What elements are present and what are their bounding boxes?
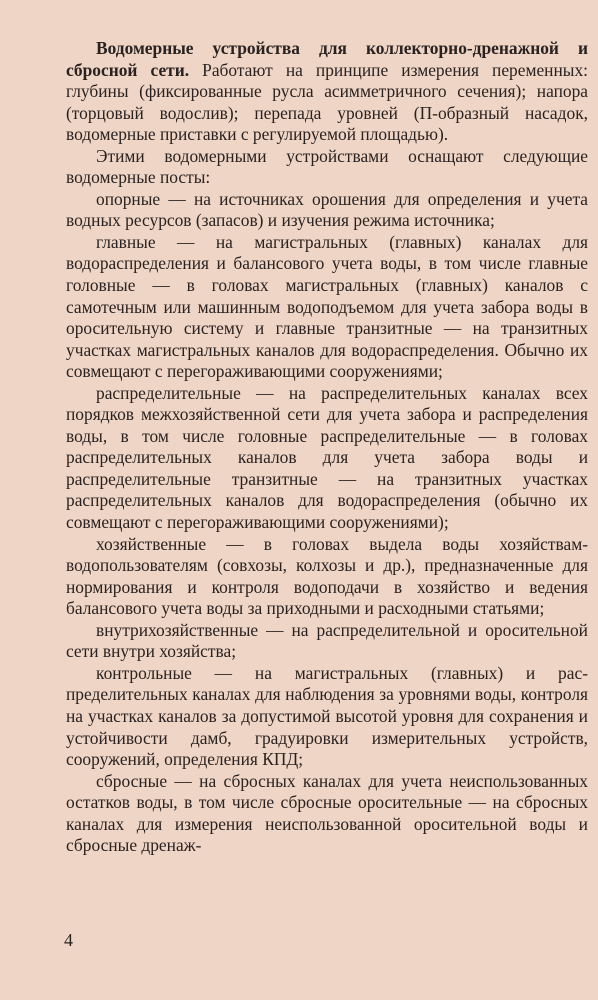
paragraph-heading: Водомерные устройства для коллекторно-дренажной и сбросной сети. [66, 38, 588, 80]
paragraph-5: распределительные — на распределительных каналах всех порядков межхозяйственной сети для учета забора и распределения воды, в том числе головные распределительные — в головах распределительных каналов для учета забора воды и распределительные транзитные — на транзитных участках распределительных каналов для водораспределения (обычно их совмещают с перегораживающими сооружениями); [66, 382, 588, 533]
paragraph-2: Этими водомерными устройствами оснащают следующие водомерные посты: [66, 145, 588, 188]
paragraph-3: опорные — на источниках орошения для определения и учета водных ресурсов (запасов) и изучения режима источника; [66, 188, 588, 231]
paragraph-1 [66, 38, 588, 146]
paragraph-9: сбросные — на сбросных каналах для учета неиспользованных остатков воды, в том числе сбросные оросительные — на сбросных каналах для измерения неиспользованной оросительной воды и сбросные дренаж- [66, 770, 588, 856]
body-text [66, 38, 588, 857]
paragraph-7: внутрихозяйственные — на распределительной и оросительной сети внутри хозяйства; [66, 619, 588, 662]
paragraph-text: Работают на принципе измерения переменных: глубины (фиксированные русла асимметричного сечения); напора (торцовый водослив); перепада уровней (П-образный насадок, водомерные приставки с регулируемой площадью). [66, 59, 588, 145]
paragraph-8: контрольные — на магистральных (главных) и распределительных каналах для наблюдения за уровнями воды, контроля на участках каналов за допустимой высотой уровня для сохранения и устойчивости дамб, градуировки измерительных устройств, сооружений, определения КПД; [66, 662, 588, 770]
paragraph-4: главные — на магистральных (главных) каналах для водораспределения и балансового учета воды, в том числе главные головные — в головах магистральных (главных) каналов с самотечным или машинным водоподъемом для учета забора воды в оросительную систему и главные транзитные — на транзитных участках магистральных каналов для водораспределения. Обычно их совмещают с перегораживающими сооружениями; [66, 231, 588, 382]
paragraph-6: хозяйственные — в головах выдела воды хозяйствам-водопользователям (совхозы, колхозы и др.), предназначенные для нормирования и контроля водоподачи в хозяйство и ведения балансового учета воды за приходными и расходными статьями; [66, 533, 588, 619]
page-number: 4 [64, 930, 73, 950]
